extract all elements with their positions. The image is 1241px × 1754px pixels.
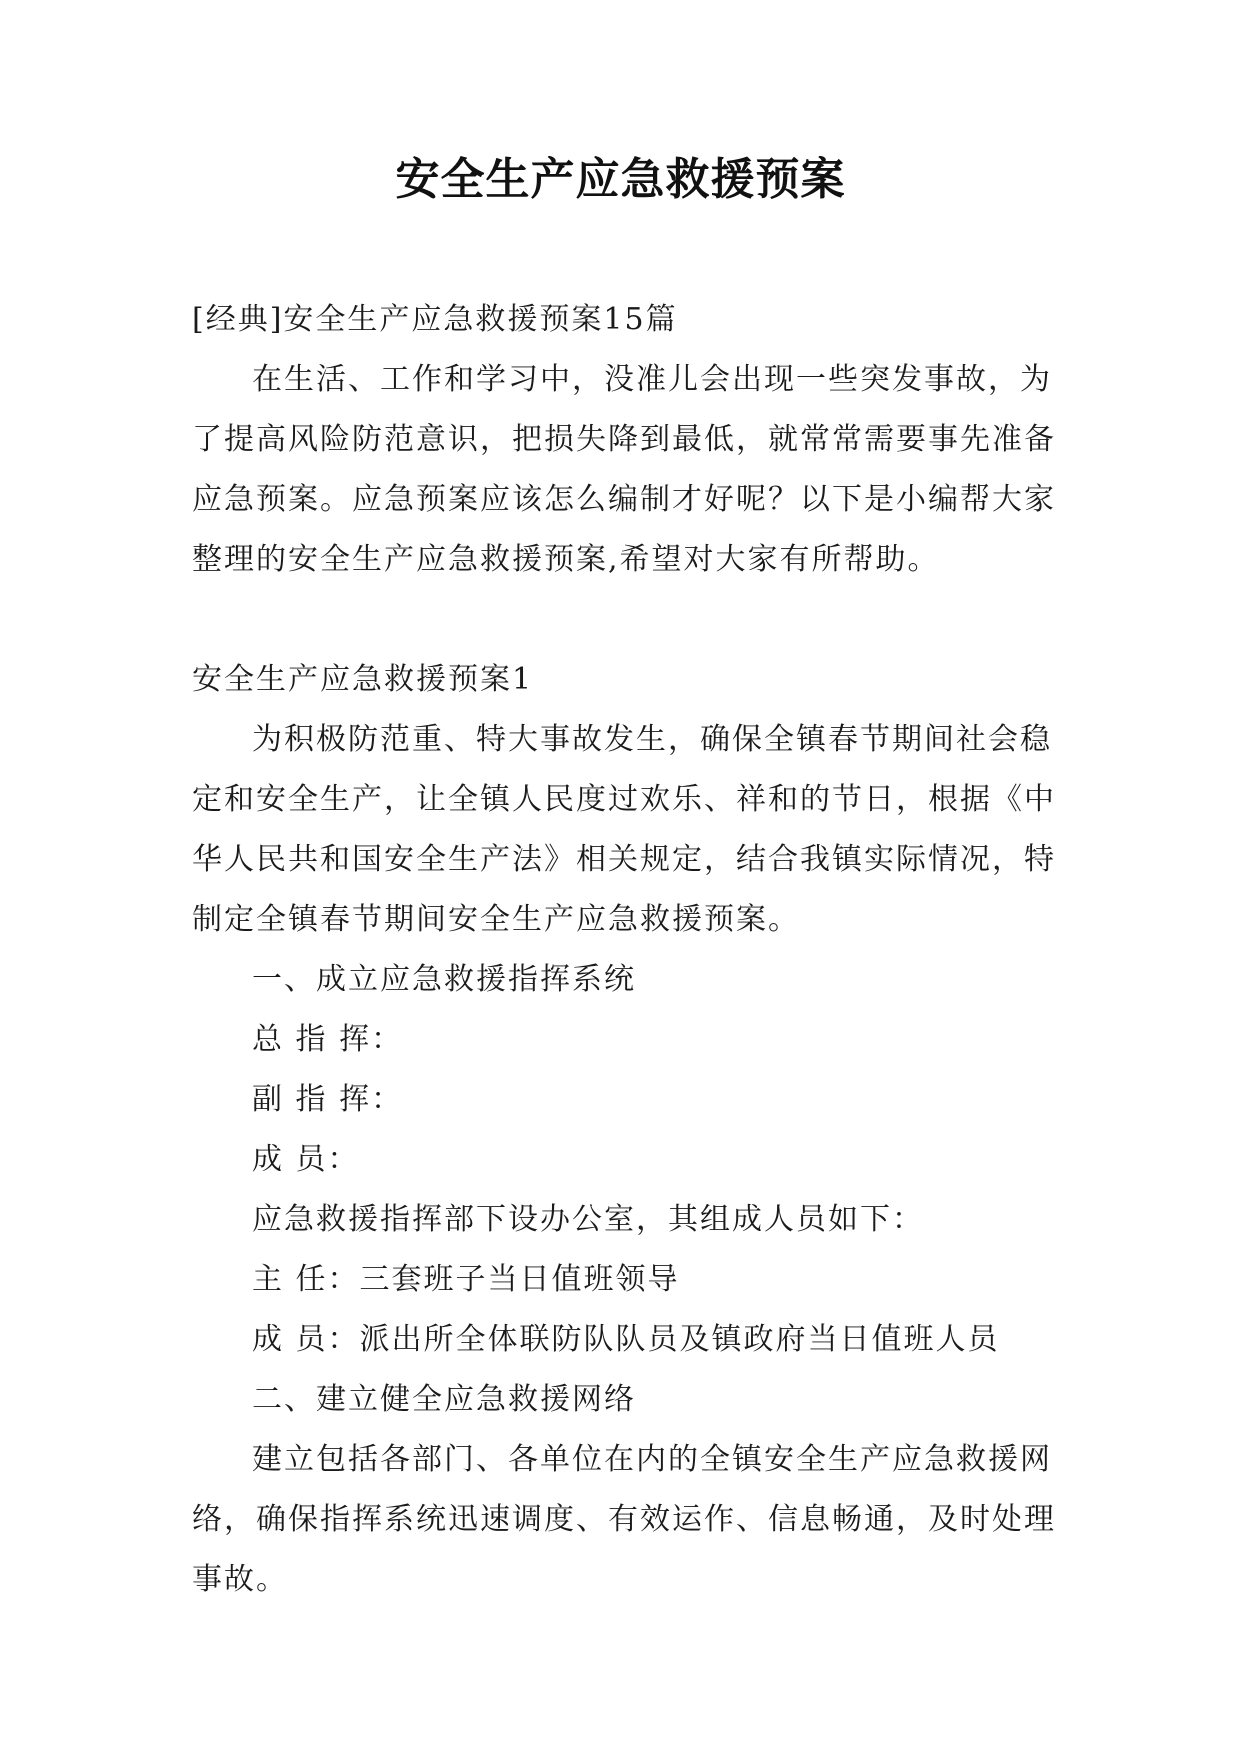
paragraph: 建立包括各部门、各单位在内的全镇安全生产应急救援网络，确保指挥系统迅速调度、有效运作、信息畅通，及时处理事故。 <box>192 1442 1056 1597</box>
paragraph: 一、成立应急救援指挥系统 <box>252 962 636 997</box>
paragraph: 二、建立健全应急救援网络 <box>252 1382 636 1417</box>
section-heading: 安全生产应急救援预案1 <box>192 662 534 697</box>
paragraph: 为积极防范重、特大事故发生，确保全镇春节期间社会稳定和安全生产，让全镇人民度过欢乐、祥和的节日，根据《中华人民共和国安全生产法》相关规定，结合我镇实际情况，特制定全镇春节期间安全生产应急救援预案。 <box>192 722 1056 937</box>
paragraph: 主 任：三套班子当日值班领导 <box>252 1262 680 1297</box>
paragraph: 成 员： <box>252 1142 360 1177</box>
paragraph: 总 指 挥： <box>252 1022 404 1057</box>
intro-paragraph: 在生活、工作和学习中，没准儿会出现一些突发事故，为了提高风险防范意识，把损失降到最低，就常常需要事先准备应急预案。应急预案应该怎么编制才好呢？以下是小编帮大家整理的安全生产应急救援预案,希望对大家有所帮助。 <box>192 362 1056 577</box>
paragraph: 副 指 挥： <box>252 1082 404 1117</box>
paragraph: 成 员：派出所全体联防队队员及镇政府当日值班人员 <box>252 1322 1000 1357</box>
subtitle: [经典]安全生产应急救援预案15篇 <box>192 302 678 337</box>
spacer <box>192 590 1072 650</box>
document-title: 安全生产应急救援预案 <box>395 154 846 205</box>
document-body <box>192 290 1072 1610</box>
paragraph: 应急救援指挥部下设办公室，其组成人员如下： <box>252 1202 924 1237</box>
